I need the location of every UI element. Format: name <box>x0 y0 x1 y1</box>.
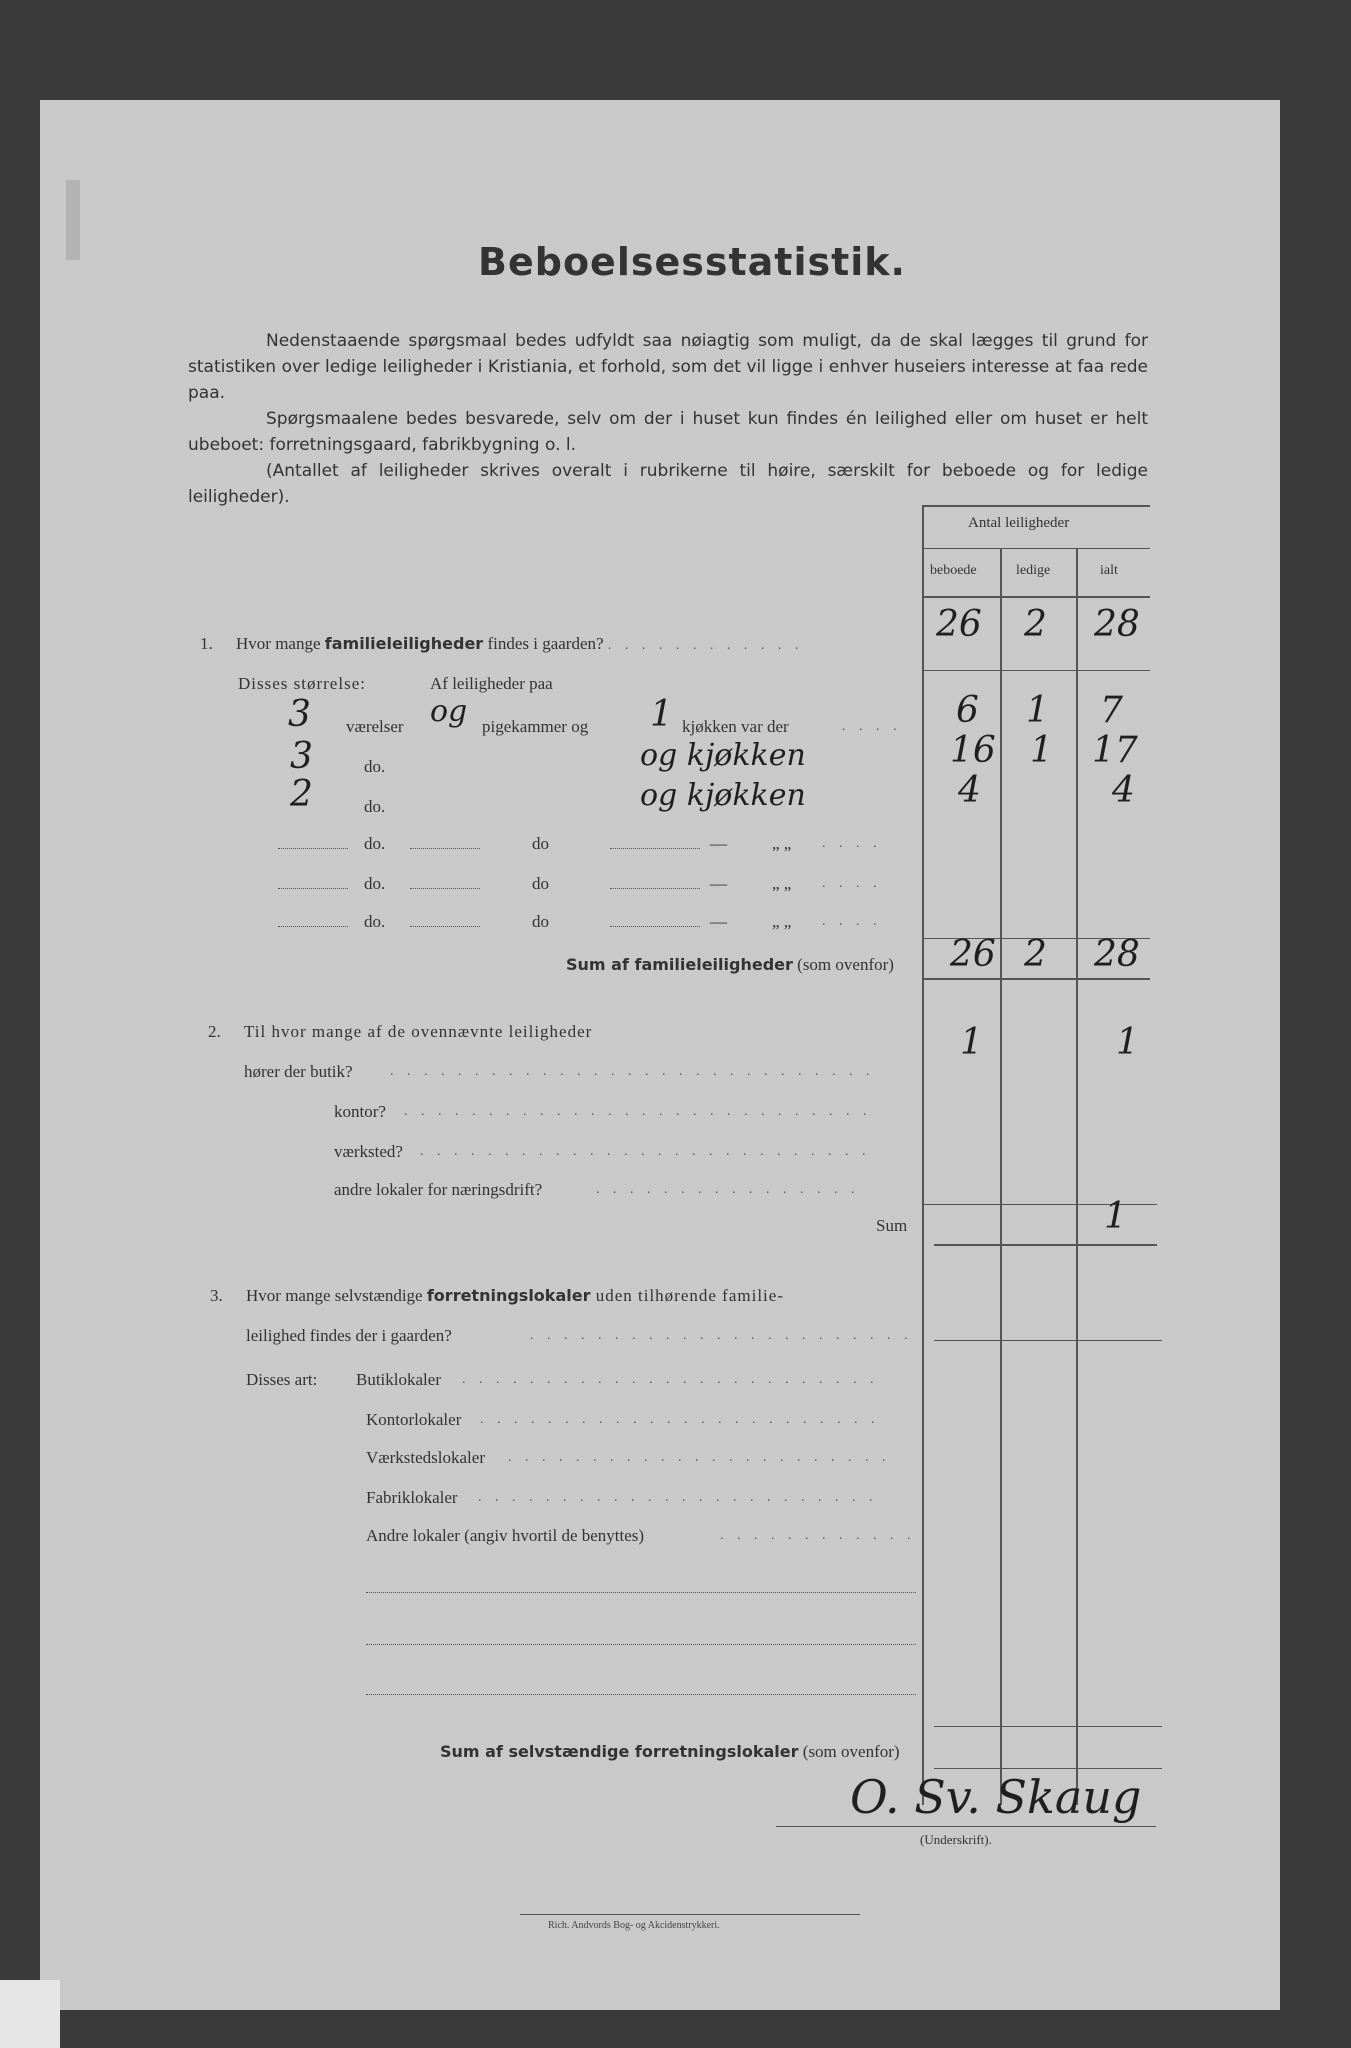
row1-pige: pigekammer og <box>482 717 589 736</box>
intro-paragraph-1: Nedenstaaende spørgsmaal bedes udfyldt saa nøiagtig som muligt, da de skal lægges til grund for statistiken over ledige leiligheder i Kristiania, et forhold, som det vil ligge i enhver huseiers interesse at faa rede paa. <box>188 331 1148 403</box>
row2-ledige: 1 <box>1030 730 1053 771</box>
q3-rule <box>934 1340 1162 1341</box>
q3-sum-top-rule <box>934 1726 1162 1727</box>
row1-kitchen-label: kjøkken var der <box>682 717 789 736</box>
q3-question: Hvor mange selvstændige forretningslokaler uden tilhørende familie- <box>246 1286 784 1305</box>
row1-extra: og <box>430 694 468 729</box>
row4-kitchen-label: „ „ <box>772 834 792 853</box>
q3-sum-label: Sum af selvstændige forretningslokaler (som ovenfor) <box>440 1742 900 1761</box>
col-header-beboede: beboede <box>930 563 977 578</box>
row6-kitchen-label: „ „ <box>772 912 792 931</box>
q3-blank-line-2 <box>366 1644 916 1645</box>
header-split-rule <box>922 548 1150 549</box>
q3-number: 3. <box>210 1286 223 1305</box>
row1-ialt: 7 <box>1100 690 1123 731</box>
table-top-rule <box>922 505 1150 507</box>
q2-item-kontor: kontor? <box>334 1102 386 1121</box>
row1-beboede: 6 <box>956 690 979 731</box>
q1-number: 1. <box>200 634 213 653</box>
q3-blank-line-3 <box>366 1694 916 1695</box>
row3-rooms: 2 <box>290 774 313 815</box>
row2-kitchen: og kjøkken <box>640 738 806 773</box>
q2-butik-ialt: 1 <box>1116 1022 1139 1063</box>
row5-label: do. <box>364 874 386 893</box>
q2-sum-bottom-rule <box>934 1244 1157 1246</box>
sizes-sublabel: Af leiligheder paa <box>430 674 553 693</box>
row3-label: do. <box>364 797 386 816</box>
q1-sum-label: Sum af familieleiligheder (som ovenfor) <box>566 955 894 974</box>
q3-sum-bottom-rule <box>934 1768 1162 1769</box>
q1-sum-ialt: 28 <box>1094 934 1140 975</box>
row3-kitchen: og kjøkken <box>640 778 806 813</box>
row2-label: do. <box>364 757 386 776</box>
q2-question: Til hvor mange af de ovennævnte leiligheder <box>244 1022 593 1041</box>
q2-item-vaerksted: værksted? <box>334 1142 403 1161</box>
q1-rule <box>922 670 1150 671</box>
row4-pige: do <box>532 834 549 853</box>
col-line-2 <box>1076 548 1078 1805</box>
row5-pige: do <box>532 874 549 893</box>
row1-label: værelser <box>346 717 404 736</box>
signature: O. Sv. Skaug <box>850 1770 1142 1824</box>
row4-kitchen: — <box>710 834 727 853</box>
row4-label: do. <box>364 834 386 853</box>
q1-sum-ledige: 2 <box>1024 934 1047 975</box>
row1-ledige: 1 <box>1026 690 1049 731</box>
q3-item-kontor: Kontorlokaler <box>366 1410 462 1429</box>
q3-item-butik: Butiklokaler <box>356 1370 441 1389</box>
margin-stamp <box>66 180 80 260</box>
table-header-group: Antal leiligheder <box>968 515 1070 531</box>
col-line-1 <box>1000 548 1002 1805</box>
q3-item-andre: Andre lokaler (angiv hvortil de benyttes) <box>366 1526 645 1545</box>
q3-blank-line-1 <box>366 1592 916 1593</box>
header-bottom-rule <box>922 596 1150 598</box>
q3-item-vaerksted: Værkstedslokaler <box>366 1448 485 1467</box>
row6-kitchen: — <box>710 912 727 931</box>
q2-number: 2. <box>208 1022 221 1041</box>
row2-rooms: 3 <box>290 736 313 777</box>
signature-label: (Underskrift). <box>920 1832 992 1847</box>
intro-text <box>188 328 1148 510</box>
q2-butik-beboede: 1 <box>960 1022 983 1063</box>
q1-question: Hvor mange familieleiligheder findes i gaarden? . . . . . . . . . . . . <box>236 634 804 653</box>
q3-question-line2: leilighed findes der i gaarden? <box>246 1326 452 1345</box>
row3-beboede: 4 <box>958 770 981 811</box>
row1-rooms: 3 <box>288 694 311 735</box>
col-header-ledige: ledige <box>1016 563 1051 578</box>
row2-beboede: 16 <box>950 730 996 771</box>
q2-item-butik: hører der butik? <box>244 1062 353 1081</box>
intro-paragraph-2: Spørgsmaalene bedes besvarede, selv om der i huset kun findes én leilighed eller om huset er helt ubeboet: forretningsgaard, fabrikbygning o. l. <box>188 409 1148 455</box>
row6-pige: do <box>532 912 549 931</box>
col-line-left <box>922 505 924 1805</box>
printer-credit: Rich. Andvords Bog- og Akcidenstrykkeri. <box>548 1920 720 1931</box>
q1-beboede-value: 26 <box>936 604 982 645</box>
q2-item-andre: andre lokaler for næringsdrift? <box>334 1180 543 1199</box>
q3-item-fabrik: Fabriklokaler <box>366 1488 458 1507</box>
row1-kitchen: 1 <box>650 694 673 735</box>
row6-label: do. <box>364 912 386 931</box>
q1-ialt-value: 28 <box>1094 604 1140 645</box>
row5-kitchen: — <box>710 874 727 893</box>
page-title: Beboelsesstatistik. <box>478 240 906 284</box>
printer-rule <box>520 1914 860 1915</box>
q1-sum-beboede: 26 <box>950 934 996 975</box>
intro-paragraph-3: (Antallet af leiligheder skrives overalt i rubrikerne til høire, særskilt for beboede og for ledige leiligheder). <box>188 461 1148 507</box>
sizes-label: Disses størrelse: <box>238 674 366 693</box>
col-header-ialt: ialt <box>1100 563 1118 578</box>
photo-corner <box>0 1980 60 2048</box>
q2-sum-ialt: 1 <box>1104 1196 1127 1237</box>
q1-sum-bottom-rule <box>922 978 1150 980</box>
row5-kitchen-label: „ „ <box>772 874 792 893</box>
row2-ialt: 17 <box>1092 730 1138 771</box>
signature-line <box>776 1826 1156 1827</box>
q3-art-label: Disses art: <box>246 1370 318 1389</box>
row3-ialt: 4 <box>1112 770 1135 811</box>
q2-sum-label: Sum <box>876 1216 908 1235</box>
q1-ledige-value: 2 <box>1024 604 1047 645</box>
